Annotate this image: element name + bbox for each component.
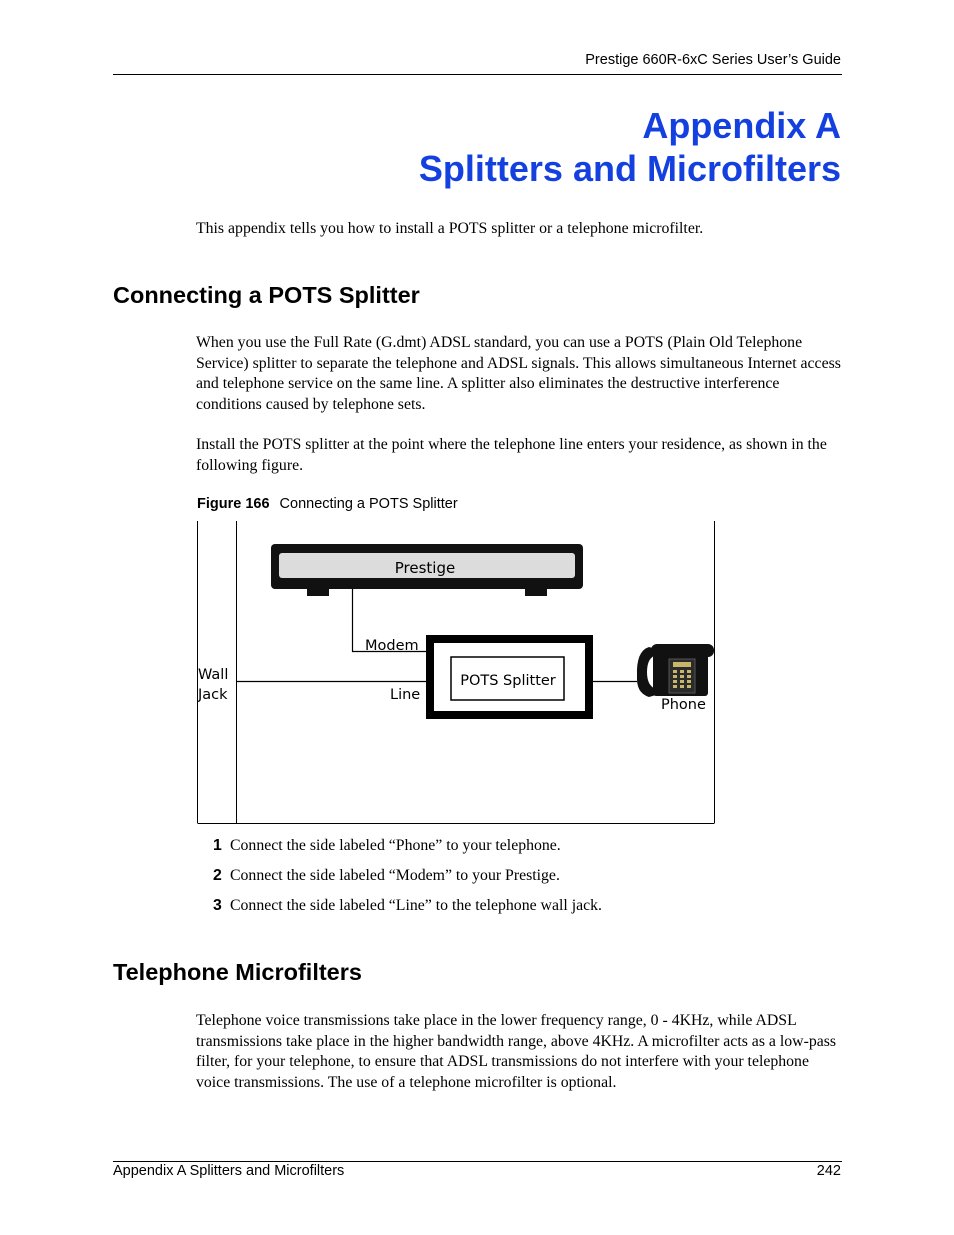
pots-paragraph-2: Install the POTS splitter at the point where the telephone line enters your residence, as shown in the following figure.: [196, 436, 827, 474]
step-text: Connect the side labeled “Modem” to your Prestige.: [230, 867, 560, 884]
figure-number: Figure 166: [197, 496, 270, 512]
step-item: [213, 867, 560, 885]
splitter-label: POTS Splitter: [460, 673, 556, 689]
step-number: 3: [213, 897, 222, 914]
title-line-2: Splitters and Microfilters: [418, 148, 841, 189]
pots-splitter: [426, 635, 593, 719]
jack-label: Jack: [198, 687, 228, 703]
step-number: 1: [213, 837, 222, 854]
line-label: Line: [390, 687, 421, 703]
step-item: [213, 897, 602, 915]
page-title: [419, 104, 841, 190]
device-label: Prestige: [394, 559, 456, 577]
header-rule: [113, 74, 842, 75]
modem-label: Modem: [365, 638, 419, 654]
phone-label: Phone: [661, 697, 706, 713]
section-heading-microfilters: Telephone Microfilters: [113, 959, 362, 985]
pots-paragraph-1: When you use the Full Rate (G.dmt) ADSL standard, you can use a POTS (Plain Old Telephone Service) splitter to separate the telephone and ADSL signals. This allows simultaneous Internet access and telephone service on the same line. A splitter also eliminates the destructive interference conditions caused by telephone sets.: [196, 334, 841, 413]
telephone-icon: [637, 644, 714, 697]
page-number: 242: [816, 1163, 841, 1179]
running-header: Prestige 660R-6xC Series User’s Guide: [585, 52, 841, 68]
figure-caption: [197, 496, 458, 512]
step-number: 2: [213, 867, 222, 884]
pots-splitter-diagram: [197, 521, 715, 825]
figure-title: Connecting a POTS Splitter: [279, 496, 458, 512]
prestige-device: [271, 544, 583, 596]
microfilter-paragraph: Telephone voice transmissions take place in the lower frequency range, 0 - 4KHz, while ADSL transmissions take place in the higher bandwidth range, above 4KHz. A microfilter acts as a low-pass filter, for your telephone, to ensure that ADSL transmissions do not interfere with your telephone voice transmissions. The use of a telephone microfilter is optional.: [196, 1012, 837, 1091]
step-text: Connect the side labeled “Line” to the telephone wall jack.: [230, 897, 602, 914]
footer-rule: [113, 1161, 842, 1162]
section-heading-pots: Connecting a POTS Splitter: [113, 282, 420, 308]
footer-chapter: Appendix A Splitters and Microfilters: [113, 1163, 345, 1179]
step-item: [213, 837, 561, 855]
step-text: Connect the side labeled “Phone” to your telephone.: [230, 837, 561, 854]
title-line-1: Appendix A: [642, 105, 841, 146]
intro-paragraph: This appendix tells you how to install a POTS splitter or a telephone microfilter.: [196, 220, 704, 237]
wall-label: Wall: [198, 667, 229, 683]
